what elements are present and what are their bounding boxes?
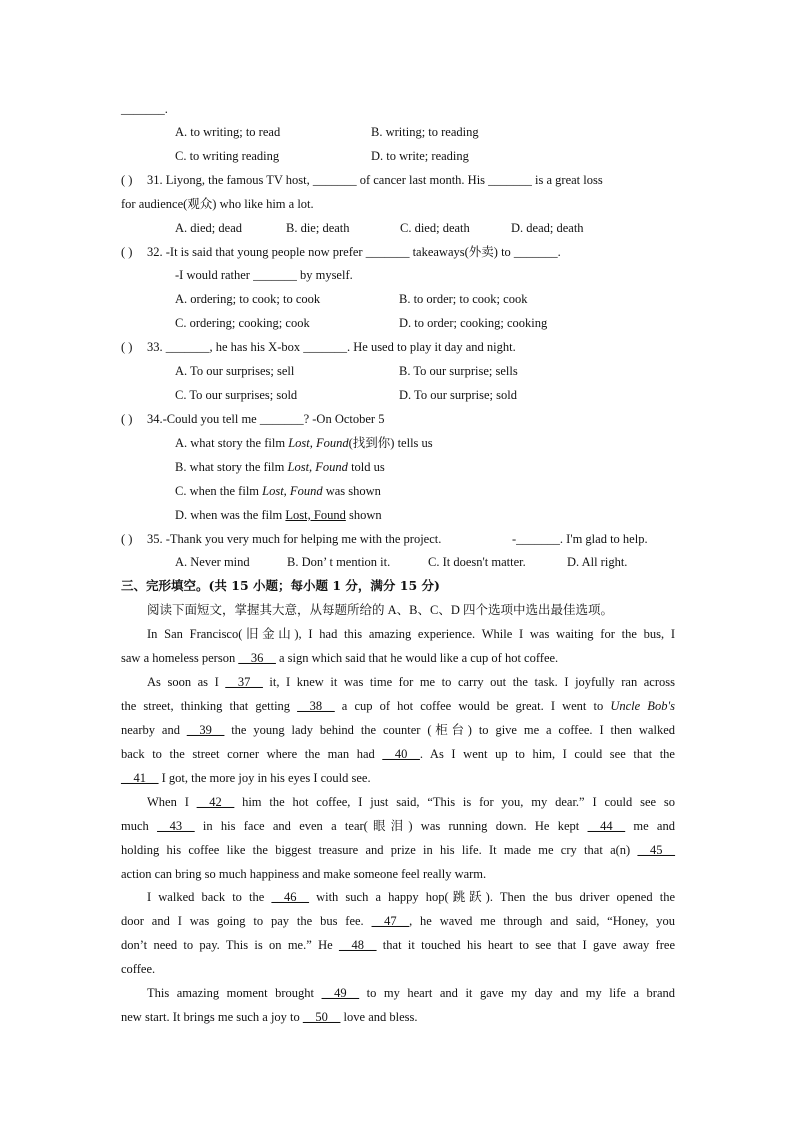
blank-41: __41__ bbox=[121, 771, 159, 785]
option-a: A. to writing; to read bbox=[175, 125, 281, 139]
option-d: D. All right. bbox=[567, 555, 628, 569]
passage-line: holding his coffee like the biggest treasure and prize in his life. It made me cry that a(n) __45__ bbox=[121, 843, 675, 857]
answer-paren: ( ) bbox=[121, 340, 133, 354]
option-d: D. to order; cooking; cooking bbox=[399, 316, 548, 330]
option-d: D. when was the film Lost, Found shown bbox=[175, 508, 382, 522]
passage-line: nearby and __39__ the young lady behind the counter (柜台) to give me a coffee. I then walked bbox=[121, 723, 675, 737]
blank-45: __45__ bbox=[637, 843, 675, 857]
option-a: A. Never mind bbox=[175, 555, 250, 569]
option-a: A. ordering; to cook; to cook bbox=[175, 292, 321, 306]
option-d: D. dead; death bbox=[511, 221, 584, 235]
option-c: C. It doesn't matter. bbox=[428, 555, 526, 569]
answer-blank: _______. bbox=[121, 102, 168, 116]
answer-paren: ( ) bbox=[121, 173, 133, 187]
option-b: B. die; death bbox=[286, 221, 350, 235]
option-a: A. died; dead bbox=[175, 221, 242, 235]
passage-line: new start. It brings me such a joy to __50__ love and bless. bbox=[121, 1010, 418, 1024]
question-32-text: 32. -It is said that young people now prefer _______ takeaways(外卖) to _______. bbox=[147, 245, 561, 259]
section-title: 三、完形填空。(共 15 小题；每小题 1 分，满分 15 分) bbox=[121, 578, 440, 593]
answer-paren: ( ) bbox=[121, 532, 133, 546]
option-c: C. ordering; cooking; cook bbox=[175, 316, 310, 330]
film-title: Lost, Found bbox=[285, 508, 346, 522]
option-c: C. died; death bbox=[400, 221, 470, 235]
passage-line: action can bring so much happiness and make someone feel really warm. bbox=[121, 867, 487, 881]
passage-line: I walked back to the __46__ with such a happy hop(跳跃). Then the bus driver opened the bbox=[147, 890, 675, 904]
blank-36: __36__ bbox=[238, 651, 276, 665]
option-a: A. what story the film Lost, Found(找到你) tells us bbox=[175, 436, 433, 450]
blank-42: __42__ bbox=[196, 795, 235, 809]
blank-48: __48__ bbox=[338, 938, 377, 952]
blank-44: __44__ bbox=[587, 819, 626, 833]
question-31-text: 31. Liyong, the famous TV host, _______ of cancer last month. His _______ is a great loss bbox=[147, 173, 603, 187]
passage-line: This amazing moment brought __49__ to my heart and it gave my day and my life a brand bbox=[147, 986, 675, 1000]
film-title: Lost, Found bbox=[287, 460, 348, 474]
question-32-text-cont: -I would rather _______ by myself. bbox=[175, 268, 353, 282]
option-b: B. writing; to reading bbox=[371, 125, 479, 139]
blank-40: __40__ bbox=[382, 747, 420, 761]
answer-paren: ( ) bbox=[121, 412, 133, 426]
passage-line: door and I was going to pay the bus fee. __47__, he waved me through and said, “Honey, you bbox=[121, 914, 675, 928]
option-b: B. To our surprise; sells bbox=[399, 364, 518, 378]
question-35-reply: -_______. I'm glad to help. bbox=[512, 532, 648, 546]
blank-37: __37__ bbox=[225, 675, 263, 689]
option-d: D. To our surprise; sold bbox=[399, 388, 517, 402]
question-31-text-cont: for audience(观众) who like him a lot. bbox=[121, 197, 314, 211]
passage-line: much __43__ in his face and even a tear(眼泪) was running down. He kept __44__ me and bbox=[121, 819, 675, 833]
option-d: D. to write; reading bbox=[371, 149, 469, 163]
question-34-text: 34.-Could you tell me _______? -On October 5 bbox=[147, 412, 385, 426]
option-c: C. to writing reading bbox=[175, 149, 280, 163]
option-b: B. to order; to cook; cook bbox=[399, 292, 528, 306]
question-35-text: 35. -Thank you very much for helping me with the project. bbox=[147, 532, 442, 546]
passage-line: back to the street corner where the man had __40__. As I went up to him, I could see that the bbox=[121, 747, 675, 761]
passage-line: As soon as I __37__ it, I knew it was time for me to carry out the task. I joyfully ran across bbox=[147, 675, 675, 689]
option-b: B. what story the film Lost, Found told us bbox=[175, 460, 385, 474]
blank-39: __39__ bbox=[186, 723, 225, 737]
passage-line: don’t need to pay. This is on me.” He __48__ that it touched his heart to see that I gave away free bbox=[121, 938, 675, 952]
blank-47: __47__ bbox=[371, 914, 410, 928]
blank-43: __43__ bbox=[157, 819, 195, 833]
film-title: Lost, Found bbox=[288, 436, 349, 450]
passage-line: saw a homeless person __36__ a sign which said that he would like a cup of hot coffee. bbox=[121, 651, 559, 665]
blank-49: __49__ bbox=[321, 986, 360, 1000]
passage-line: coffee. bbox=[121, 962, 156, 976]
option-c: C. when the film Lost, Found was shown bbox=[175, 484, 381, 498]
passage-line: When I __42__ him the hot coffee, I just said, “This is for you, my dear.” I could see so bbox=[147, 795, 675, 809]
blank-50: __50__ bbox=[302, 1010, 341, 1024]
passage-line: In San Francisco(旧金山), I had this amazing experience. While I was waiting for the bus, I bbox=[147, 627, 675, 641]
question-33-text: 33. _______, he has his X-box _______. He used to play it day and night. bbox=[147, 340, 516, 354]
blank-38: __38__ bbox=[297, 699, 335, 713]
option-a: A. To our surprises; sell bbox=[175, 364, 295, 378]
film-title: Lost, Found bbox=[262, 484, 323, 498]
passage-line: the street, thinking that getting __38__ a cup of hot coffee would be great. I went to Uncle Bob's bbox=[121, 699, 675, 713]
option-c: C. To our surprises; sold bbox=[175, 388, 298, 402]
section-instruction: 阅读下面短文，掌握其大意，从每题所给的 A、B、C、D 四个选项中选出最佳选项。 bbox=[147, 603, 613, 617]
answer-paren: ( ) bbox=[121, 245, 133, 259]
option-b: B. Don’ t mention it. bbox=[287, 555, 391, 569]
blank-46: __46__ bbox=[271, 890, 309, 904]
passage-line: __41__ I got, the more joy in his eyes I could see. bbox=[121, 771, 371, 785]
